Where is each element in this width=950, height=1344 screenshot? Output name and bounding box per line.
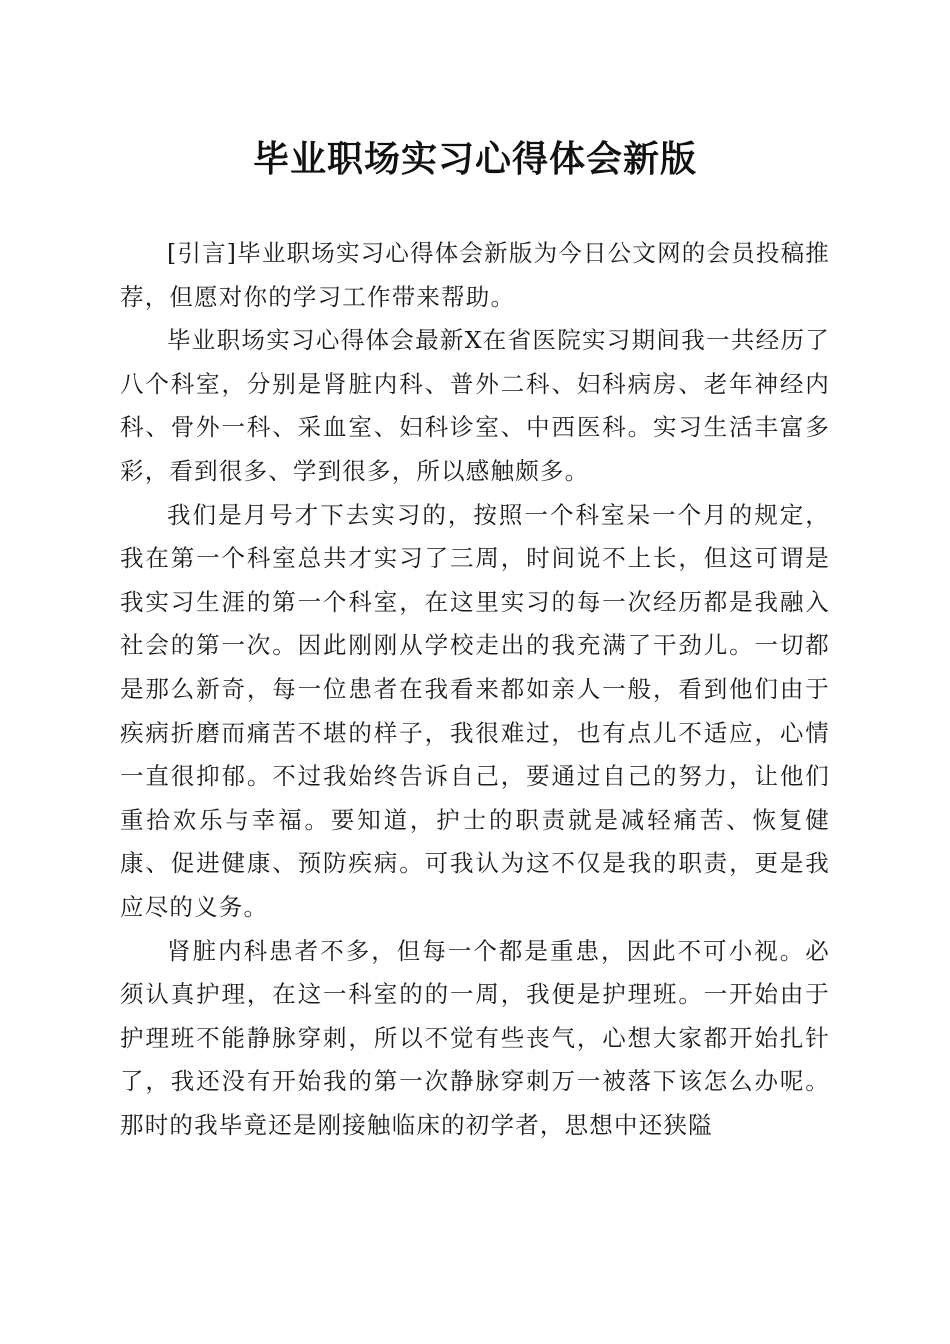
document-body (120, 232, 830, 1147)
document-title: 毕业职场实习心得体会新版 (252, 139, 697, 180)
paragraph-intro: [引言]毕业职场实习心得体会新版为今日公文网的会员投稿推荐，但愿对你的学习工作带来帮助。 (120, 239, 830, 311)
paragraph-first-department: 我们是月号才下去实习的，按照一个科室呆一个月的规定，我在第一个科室总共才实习了三周，时间说不上长，但这可谓是我实习生涯的第一个科室，在这里实习的每一次经历都是我融入社会的第一次。因此刚刚从学校走出的我充满了干劲儿。一切都是那么新奇，每一位患者在我看来都如亲人一般，看到他们由于疾病折磨而痛苦不堪的样子，我很难过，也有点儿不适应，心情一直很抑郁。不过我始终告诉自己，要通过自己的努力，让他们重拾欢乐与幸福。要知道，护士的职责就是减轻痛苦、恢复健康、促进健康、预防疾病。可我认为这不仅是我的职责，更是我应尽的义务。 (120, 500, 830, 921)
document-page (120, 0, 830, 1147)
paragraph-departments: 毕业职场实习心得体会最新X在省医院实习期间我一共经历了八个科室，分别是肾脏内科、普外二科、妇科病房、老年神经内科、骨外一科、采血室、妇科诊室、中西医科。实习生活丰富多彩，看到很多、学到很多，所以感触颇多。 (120, 326, 830, 485)
paragraph-nephrology: 肾脏内科患者不多，但每一个都是重患，因此不可小视。必须认真护理，在这一科室的的一周，我便是护理班。一开始由于护理班不能静脉穿刺，所以不觉有些丧气，心想大家都开始扎针了，我还没有开始我的第一次静脉穿刺万一被落下该怎么办呢。那时的我毕竟还是刚接触临床的初学者，思想中还狭隘 (120, 936, 830, 1139)
